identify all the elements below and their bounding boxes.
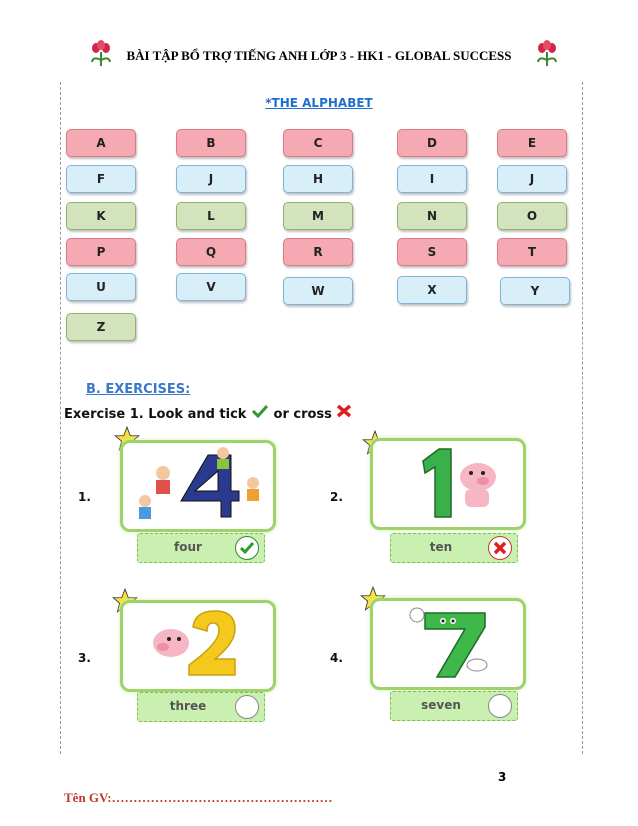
item-number: 3. <box>78 651 91 665</box>
cross-icon <box>336 404 352 418</box>
word-box <box>390 691 518 721</box>
alphabet-title: *THE ALPHABET <box>265 96 373 110</box>
letter-card: B <box>176 129 246 157</box>
answer-circle[interactable] <box>235 695 259 719</box>
exercise-1-instruction: Exercise 1. Look and tick <box>64 407 247 422</box>
letter-card: T <box>497 238 567 266</box>
letter-card: V <box>176 273 246 301</box>
item-number: 2. <box>330 490 343 504</box>
letter-card: Q <box>176 238 246 266</box>
answer-circle[interactable] <box>488 536 512 560</box>
letter-card: X <box>397 276 467 304</box>
picture-card <box>370 438 526 530</box>
letter-card: J <box>176 165 246 193</box>
word-label: ten <box>429 540 453 554</box>
page-header: BÀI TẬP BỔ TRỢ TIẾNG ANH LỚP 3 - HK1 - GLOBAL SUCCESS <box>126 48 512 63</box>
letter-card: W <box>283 277 353 305</box>
letter-card: L <box>176 202 246 230</box>
letter-card: M <box>283 202 353 230</box>
item-number: 1. <box>78 490 91 504</box>
letter-card: R <box>283 238 353 266</box>
letter-card: K <box>66 202 136 230</box>
letter-card: E <box>497 129 567 157</box>
letter-card: J <box>497 165 567 193</box>
word-label: seven <box>421 698 461 712</box>
letter-card: Z <box>66 313 136 341</box>
letter-card: C <box>283 129 353 157</box>
word-box <box>390 533 518 563</box>
border-left <box>60 82 61 754</box>
number-seven-illustration <box>373 601 523 687</box>
tick-icon <box>236 537 258 559</box>
picture-card <box>120 440 276 532</box>
letter-card: A <box>66 129 136 157</box>
letter-card: P <box>66 238 136 266</box>
letter-card: I <box>397 165 467 193</box>
letter-card: O <box>497 202 567 230</box>
teacher-name-line: Tên GV:…………………………………………… <box>64 790 333 805</box>
exercise-1-title <box>64 404 352 422</box>
answer-circle[interactable] <box>235 536 259 560</box>
border-right <box>582 82 583 754</box>
number-two-illustration <box>123 603 273 689</box>
flower-icon <box>534 40 560 66</box>
word-label: three <box>169 699 207 713</box>
picture-card <box>120 600 276 692</box>
letter-card: N <box>397 202 467 230</box>
item-number: 4. <box>330 651 343 665</box>
word-label: four <box>174 540 202 554</box>
word-box <box>137 692 265 722</box>
cross-icon <box>489 537 511 559</box>
word-box <box>137 533 265 563</box>
letter-card: D <box>397 129 467 157</box>
exercises-heading: B. EXERCISES: <box>86 382 191 397</box>
letter-card: H <box>283 165 353 193</box>
letter-card: S <box>397 238 467 266</box>
letter-card: U <box>66 273 136 301</box>
tick-icon <box>251 404 269 418</box>
page-number: 3 <box>498 770 507 784</box>
number-one-illustration <box>373 441 523 527</box>
letter-card: Y <box>500 277 570 305</box>
picture-card <box>370 598 526 690</box>
number-four-illustration <box>123 443 273 529</box>
exercise-1-or-cross: or cross <box>273 407 332 422</box>
answer-circle[interactable] <box>488 694 512 718</box>
letter-card: F <box>66 165 136 193</box>
